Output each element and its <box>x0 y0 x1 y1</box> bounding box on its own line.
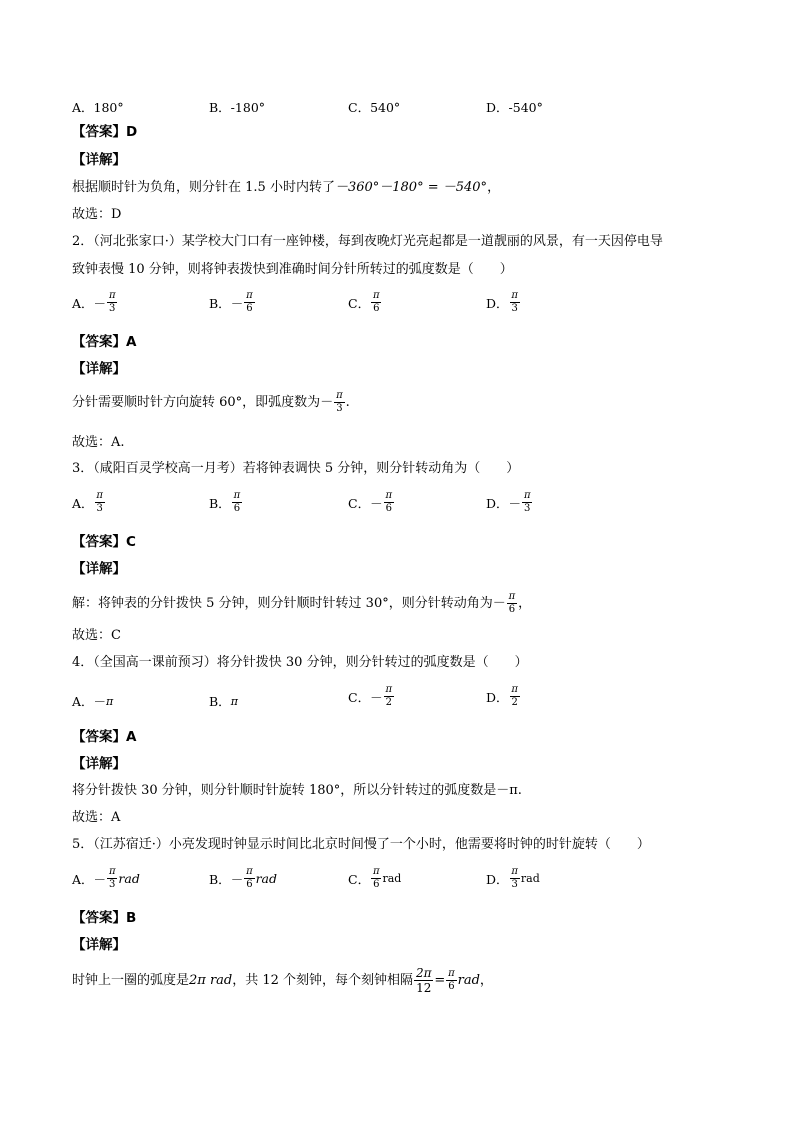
q4-option-a: A． － π <box>72 694 114 709</box>
q4-explanation: 将分针拨快 30 分钟，则分针顺时针旋转 180°，所以分针转过的弧度数是－π. <box>72 783 522 798</box>
q4-result: 故选：A <box>72 810 121 825</box>
q3-detail-title: 【详解】 <box>72 561 126 577</box>
q5-stem-line1: 5．（江苏宿迁·）小亮发现时钟显示时间比北京时间慢了一个小时，他需要将时钟的时针旋转（ ） <box>72 837 650 852</box>
q2-option-a: A． － $\frac{\pi}{3}$ <box>72 290 116 314</box>
q2-detail-title: 【详解】 <box>72 361 126 377</box>
q5-answer: 【答案】B <box>72 910 137 926</box>
q3-answer: 【答案】C <box>72 534 136 550</box>
q4-stem-line1: 4．（全国高一课前预习）将分针拨快 30 分钟，则分针转过的弧度数是（ ） <box>72 655 528 670</box>
q3-option-a: A． $\frac{\pi}{3}$ <box>72 490 103 514</box>
q1-explanation: 根据顺时针为负角，则分针在 1.5 小时内转了－360°－180° = －540°， <box>72 180 501 195</box>
q2-answer: 【答案】A <box>72 334 137 350</box>
q2-stem-line1: 2．（河北张家口·）某学校大门口有一座钟楼，每到夜晚灯光亮起都是一道靓丽的风景，有一天因停电导 <box>72 234 663 249</box>
q1-option-d: D．-540° <box>486 100 543 115</box>
q4-option-d: D． $\frac{\pi}{2}$ <box>486 684 518 708</box>
q1-option-b: B．-180° <box>209 100 266 115</box>
q1-result: 故选：D <box>72 207 122 222</box>
q5-option-d: D． $\frac{\pi}{3}$ rad <box>486 866 540 890</box>
q3-option-c: C． － $\frac{\pi}{6}$ <box>348 490 393 514</box>
q5-option-b: B． － $\frac{\pi}{6}$ rad <box>209 866 278 890</box>
q3-option-d: D． － $\frac{\pi}{3}$ <box>486 490 531 514</box>
q1-answer: 【答案】D <box>72 124 138 140</box>
q1-option-a: A．180° <box>72 100 124 115</box>
q4-option-c: C． － $\frac{\pi}{2}$ <box>348 684 393 708</box>
q5-detail-title: 【详解】 <box>72 937 126 953</box>
q5-explanation: 时钟上一圈的弧度是 2π rad ，共 12 个刻钟，每个刻钟相隔 $\frac{2\pi}{12}$ = $\frac{\pi}{6}$ rad ， <box>72 966 493 995</box>
q2-option-b: B． － $\frac{\pi}{6}$ <box>209 290 253 314</box>
q3-result: 故选：C <box>72 628 121 643</box>
q3-option-b: B． $\frac{\pi}{6}$ <box>209 490 241 514</box>
q1-detail-title: 【详解】 <box>72 152 126 168</box>
q5-option-a: A． － $\frac{\pi}{3}$ rad <box>72 866 140 890</box>
q2-option-d: D． $\frac{\pi}{3}$ <box>486 290 518 314</box>
q4-option-b: B． π <box>209 694 238 709</box>
q5-option-c: C． $\frac{\pi}{6}$ rad <box>348 866 402 890</box>
q4-detail-title: 【详解】 <box>72 756 126 772</box>
q3-explanation: 解：将钟表的分针拨快 5 分钟，则分针顺时针转过 30°，则分针转动角为 － $\frac{\pi}{6}$ ， <box>72 591 532 615</box>
q2-result: 故选：A. <box>72 435 125 450</box>
q2-option-c: C． $\frac{\pi}{6}$ <box>348 290 380 314</box>
q3-stem-line1: 3．（咸阳百灵学校高一月考）若将钟表调快 5 分钟，则分针转动角为（ ） <box>72 461 520 476</box>
q1-option-c: C．540° <box>348 100 401 115</box>
q2-explanation: 分针需要顺时针方向旋转 60°，即弧度数为 － $\frac{\pi}{3}$ . <box>72 390 350 414</box>
q4-answer: 【答案】A <box>72 729 137 745</box>
q2-stem-line2: 致钟表慢 10 分钟，则将钟表拨快到准确时间分针所转过的弧度数是（ ） <box>72 262 513 277</box>
